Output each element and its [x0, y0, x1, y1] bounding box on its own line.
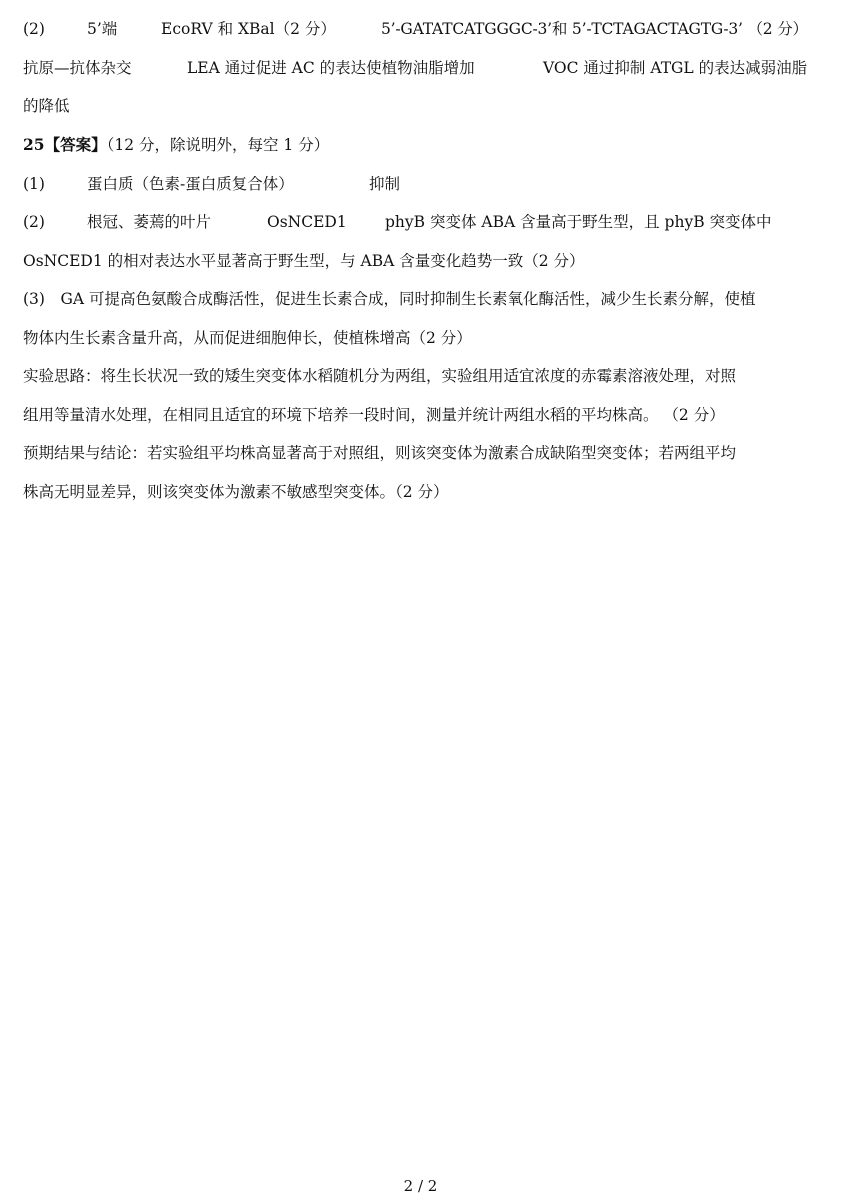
answer-heading: 25【答案】 — [23, 135, 107, 154]
answer-text: 抑制 — [369, 175, 401, 193]
page-number: 2 / 2 — [403, 1177, 438, 1195]
experiment-idea-line-1: 实验思路：将生长状况一致的矮生突变体水稻随机分为两组，实验组用适宜浓度的赤霉素溶液处理，对照 — [23, 367, 737, 385]
answer-text: 抗原—抗体杂交 — [23, 59, 132, 77]
answer-text: 蛋白质（色素-蛋白质复合体） — [87, 175, 294, 193]
answer-text: EcoRV 和 XBal（2 分） — [161, 20, 336, 38]
answer-text: VOC 通过抑制 ATGL 的表达减弱油脂 — [543, 59, 808, 77]
answer-text: 5’-GATATCATGGGC-3’和 5’-TCTAGACTAGTG-3’ （2 分） — [381, 20, 808, 38]
answer-text: 根冠、萎蔫的叶片 — [87, 213, 212, 231]
part-number: (2) — [23, 213, 45, 231]
answer-text: OsNCED1 — [267, 213, 347, 231]
answer-25-part-2-continuation: OsNCED1 的相对表达水平显著高于野生型，与 ABA 含量变化趋势一致（2 分） — [23, 252, 585, 270]
answer-25-part-3-line-1: (3) GA 可提高色氨酸合成酶活性，促进生长素合成，同时抑制生长素氧化酶活性，减少生长素分解，使植 — [23, 290, 756, 308]
score-note: （12 分，除说明外，每空 1 分） — [106, 136, 330, 154]
part-number: (2) — [23, 20, 45, 38]
answer-text: LEA 通过促进 AC 的表达使植物油脂增加 — [187, 59, 475, 77]
answer-text: phyB 突变体 ABA 含量高于野生型，且 phyB 突变体中 — [385, 213, 772, 231]
answer-25-part-3-line-2: 物体内生长素含量升高，从而促进细胞伸长，使植株增高（2 分） — [23, 329, 472, 347]
prediction-line-1: 预期结果与结论：若实验组平均株高显著高于对照组，则该突变体为激素合成缺陷型突变体；若两组平均 — [23, 444, 737, 462]
answer-text: 5’端 — [87, 20, 118, 38]
answer-24-line-3: 的降低 — [23, 97, 70, 115]
question-25-header — [23, 135, 329, 155]
experiment-idea-line-2: 组用等量清水处理，在相同且适宜的环境下培养一段时间，测量并统计两组水稻的平均株高。 （2 分） — [23, 406, 725, 424]
part-number: (1) — [23, 175, 45, 193]
prediction-line-2: 株高无明显差异，则该突变体为激素不敏感型突变体。（2 分） — [23, 483, 449, 501]
